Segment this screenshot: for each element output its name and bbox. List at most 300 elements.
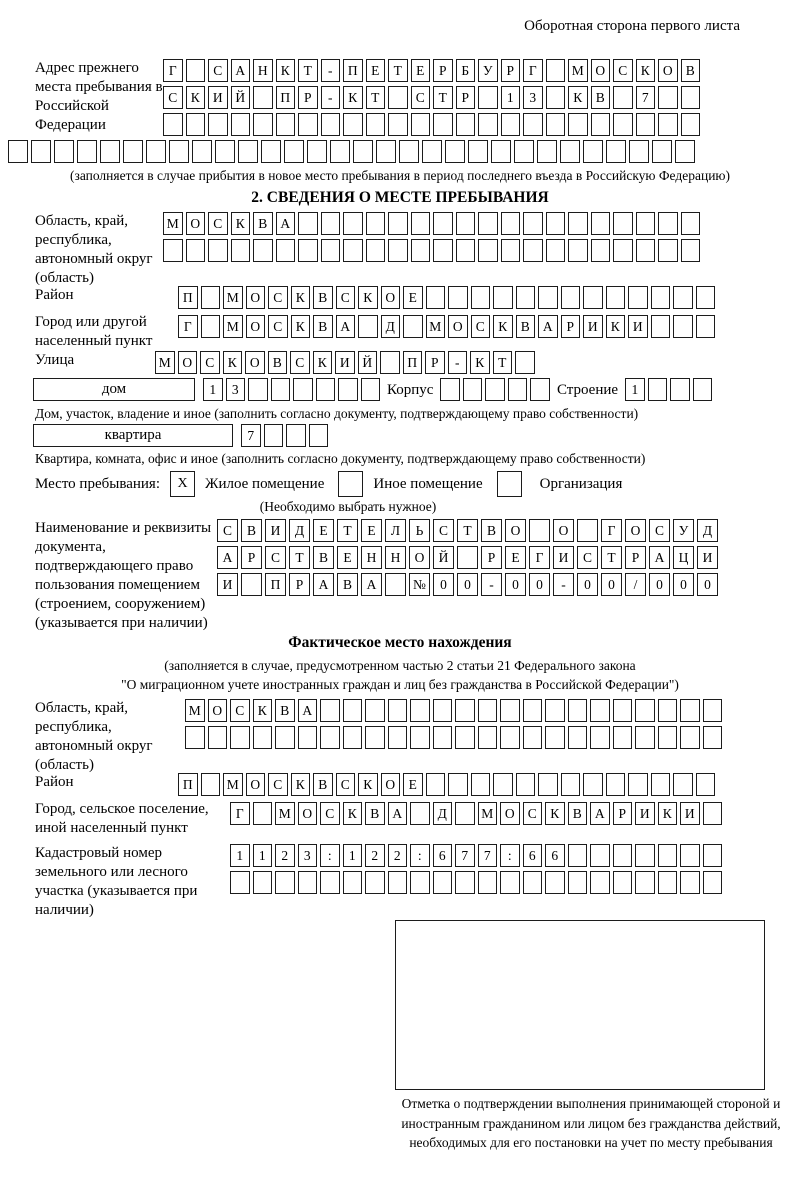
char-cell[interactable]: 1 <box>230 844 250 867</box>
char-cell[interactable] <box>388 726 408 749</box>
char-cell[interactable]: Т <box>457 519 478 542</box>
char-cell[interactable]: А <box>276 212 296 235</box>
char-cell[interactable] <box>455 726 475 749</box>
char-cell[interactable] <box>321 113 341 136</box>
char-cell[interactable] <box>537 140 557 163</box>
char-cell[interactable]: Т <box>388 59 408 82</box>
char-cell[interactable]: М <box>163 212 183 235</box>
char-cell[interactable]: О <box>246 773 266 796</box>
char-cell[interactable] <box>613 239 633 262</box>
char-cell[interactable] <box>264 424 284 447</box>
char-cell[interactable] <box>613 844 633 867</box>
char-cell[interactable] <box>343 871 363 894</box>
char-cell[interactable] <box>658 86 678 109</box>
char-cell[interactable]: К <box>343 802 363 825</box>
char-cell[interactable]: О <box>409 546 430 569</box>
char-cell[interactable] <box>343 113 363 136</box>
char-cell[interactable]: Е <box>337 546 358 569</box>
char-cell[interactable] <box>568 212 588 235</box>
char-cell[interactable]: 1 <box>501 86 521 109</box>
char-cell[interactable]: И <box>628 315 648 338</box>
char-cell[interactable]: Т <box>433 86 453 109</box>
char-cell[interactable] <box>590 871 610 894</box>
char-cell[interactable] <box>478 871 498 894</box>
char-cell[interactable] <box>100 140 120 163</box>
char-cell[interactable]: - <box>553 573 574 596</box>
char-cell[interactable] <box>411 239 431 262</box>
char-cell[interactable]: Т <box>289 546 310 569</box>
char-cell[interactable] <box>241 573 262 596</box>
char-cell[interactable] <box>501 212 521 235</box>
char-cell[interactable] <box>703 871 723 894</box>
char-cell[interactable] <box>696 773 716 796</box>
char-cell[interactable]: С <box>163 86 183 109</box>
char-cell[interactable]: 1 <box>253 844 273 867</box>
char-cell[interactable]: 7 <box>636 86 656 109</box>
char-cell[interactable]: С <box>613 59 633 82</box>
char-cell[interactable] <box>457 546 478 569</box>
char-cell[interactable] <box>358 315 378 338</box>
char-cell[interactable] <box>561 773 581 796</box>
char-cell[interactable]: О <box>381 773 401 796</box>
char-cell[interactable]: Р <box>456 86 476 109</box>
char-cell[interactable]: Р <box>481 546 502 569</box>
char-cell[interactable] <box>658 844 678 867</box>
char-cell[interactable]: Р <box>561 315 581 338</box>
char-cell[interactable]: Б <box>456 59 476 82</box>
char-cell[interactable]: С <box>523 802 543 825</box>
char-cell[interactable]: С <box>217 519 238 542</box>
char-cell[interactable]: Т <box>366 86 386 109</box>
char-cell[interactable]: О <box>505 519 526 542</box>
char-cell[interactable] <box>696 286 716 309</box>
char-cell[interactable] <box>388 86 408 109</box>
char-cell[interactable] <box>445 140 465 163</box>
char-cell[interactable] <box>651 315 671 338</box>
char-cell[interactable]: 2 <box>275 844 295 867</box>
char-cell[interactable] <box>681 86 701 109</box>
char-cell[interactable] <box>201 773 221 796</box>
char-cell[interactable]: С <box>208 212 228 235</box>
char-cell[interactable]: К <box>231 212 251 235</box>
char-cell[interactable]: 3 <box>298 844 318 867</box>
char-cell[interactable] <box>471 286 491 309</box>
char-cell[interactable] <box>590 844 610 867</box>
char-cell[interactable] <box>455 802 475 825</box>
char-cell[interactable]: С <box>200 351 220 374</box>
char-cell[interactable] <box>338 378 358 401</box>
char-cell[interactable] <box>456 113 476 136</box>
char-cell[interactable] <box>629 140 649 163</box>
char-cell[interactable]: Д <box>289 519 310 542</box>
char-cell[interactable] <box>658 871 678 894</box>
char-cell[interactable] <box>493 286 513 309</box>
char-cell[interactable] <box>275 726 295 749</box>
char-cell[interactable] <box>468 140 488 163</box>
char-cell[interactable]: 7 <box>241 424 261 447</box>
char-cell[interactable] <box>448 773 468 796</box>
char-cell[interactable] <box>433 212 453 235</box>
char-cell[interactable]: Г <box>601 519 622 542</box>
char-cell[interactable] <box>471 773 491 796</box>
char-cell[interactable]: П <box>178 286 198 309</box>
char-cell[interactable]: - <box>321 59 341 82</box>
char-cell[interactable] <box>696 315 716 338</box>
char-cell[interactable]: 1 <box>343 844 363 867</box>
char-cell[interactable]: О <box>500 802 520 825</box>
char-cell[interactable]: Й <box>433 546 454 569</box>
char-cell[interactable] <box>388 239 408 262</box>
char-cell[interactable]: С <box>649 519 670 542</box>
char-cell[interactable] <box>298 871 318 894</box>
char-cell[interactable]: Р <box>241 546 262 569</box>
char-cell[interactable] <box>298 212 318 235</box>
char-cell[interactable]: А <box>361 573 382 596</box>
char-cell[interactable] <box>545 871 565 894</box>
char-cell[interactable] <box>523 726 543 749</box>
char-cell[interactable] <box>411 113 431 136</box>
char-cell[interactable] <box>703 699 723 722</box>
char-cell[interactable]: И <box>208 86 228 109</box>
char-cell[interactable] <box>546 113 566 136</box>
char-cell[interactable]: В <box>568 802 588 825</box>
char-cell[interactable]: В <box>268 351 288 374</box>
char-cell[interactable]: № <box>409 573 430 596</box>
char-cell[interactable] <box>77 140 97 163</box>
char-cell[interactable] <box>583 773 603 796</box>
stay-option-checkbox-residential[interactable]: X <box>170 471 195 497</box>
char-cell[interactable] <box>388 212 408 235</box>
char-cell[interactable]: С <box>208 59 228 82</box>
char-cell[interactable] <box>577 519 598 542</box>
char-cell[interactable]: М <box>275 802 295 825</box>
char-cell[interactable] <box>230 726 250 749</box>
stay-option-checkbox-organization[interactable] <box>497 471 522 497</box>
char-cell[interactable] <box>146 140 166 163</box>
char-cell[interactable] <box>680 871 700 894</box>
char-cell[interactable]: П <box>276 86 296 109</box>
char-cell[interactable]: М <box>426 315 446 338</box>
char-cell[interactable]: С <box>290 351 310 374</box>
char-cell[interactable] <box>546 86 566 109</box>
char-cell[interactable] <box>501 113 521 136</box>
char-cell[interactable] <box>365 871 385 894</box>
char-cell[interactable] <box>163 239 183 262</box>
char-cell[interactable] <box>613 726 633 749</box>
char-cell[interactable]: М <box>478 802 498 825</box>
char-cell[interactable] <box>353 140 373 163</box>
char-cell[interactable]: 0 <box>577 573 598 596</box>
char-cell[interactable] <box>448 286 468 309</box>
char-cell[interactable]: О <box>381 286 401 309</box>
char-cell[interactable]: Р <box>433 59 453 82</box>
char-cell[interactable]: М <box>223 315 243 338</box>
char-cell[interactable]: Г <box>178 315 198 338</box>
char-cell[interactable]: С <box>336 286 356 309</box>
char-cell[interactable] <box>673 286 693 309</box>
char-cell[interactable]: Е <box>411 59 431 82</box>
char-cell[interactable]: К <box>636 59 656 82</box>
char-cell[interactable] <box>320 871 340 894</box>
char-cell[interactable]: Е <box>313 519 334 542</box>
char-cell[interactable]: А <box>298 699 318 722</box>
char-cell[interactable] <box>253 802 273 825</box>
char-cell[interactable]: Р <box>425 351 445 374</box>
char-cell[interactable] <box>703 844 723 867</box>
char-cell[interactable] <box>590 726 610 749</box>
char-cell[interactable] <box>613 699 633 722</box>
char-cell[interactable]: 3 <box>226 378 246 401</box>
char-cell[interactable] <box>440 378 460 401</box>
char-cell[interactable] <box>648 378 668 401</box>
char-cell[interactable]: А <box>538 315 558 338</box>
char-cell[interactable] <box>463 378 483 401</box>
char-cell[interactable]: К <box>343 86 363 109</box>
char-cell[interactable]: Н <box>385 546 406 569</box>
char-cell[interactable] <box>330 140 350 163</box>
char-cell[interactable] <box>8 140 28 163</box>
char-cell[interactable]: О <box>246 286 266 309</box>
char-cell[interactable] <box>590 699 610 722</box>
char-cell[interactable] <box>388 699 408 722</box>
char-cell[interactable] <box>388 871 408 894</box>
char-cell[interactable] <box>307 140 327 163</box>
char-cell[interactable] <box>613 212 633 235</box>
char-cell[interactable] <box>568 113 588 136</box>
char-cell[interactable] <box>546 239 566 262</box>
char-cell[interactable]: К <box>493 315 513 338</box>
char-cell[interactable] <box>253 113 273 136</box>
char-cell[interactable] <box>658 239 678 262</box>
char-cell[interactable] <box>208 726 228 749</box>
char-cell[interactable]: 1 <box>203 378 223 401</box>
char-cell[interactable]: Г <box>523 59 543 82</box>
char-cell[interactable]: Л <box>385 519 406 542</box>
char-cell[interactable]: В <box>516 315 536 338</box>
char-cell[interactable] <box>286 424 306 447</box>
char-cell[interactable] <box>478 726 498 749</box>
char-cell[interactable] <box>545 699 565 722</box>
char-cell[interactable] <box>366 212 386 235</box>
char-cell[interactable] <box>514 140 534 163</box>
char-cell[interactable] <box>320 699 340 722</box>
char-cell[interactable]: А <box>217 546 238 569</box>
char-cell[interactable]: М <box>223 773 243 796</box>
char-cell[interactable] <box>546 212 566 235</box>
char-cell[interactable] <box>298 239 318 262</box>
char-cell[interactable]: Т <box>337 519 358 542</box>
char-cell[interactable]: 0 <box>697 573 718 596</box>
char-cell[interactable] <box>606 773 626 796</box>
char-cell[interactable] <box>365 726 385 749</box>
char-cell[interactable]: О <box>178 351 198 374</box>
char-cell[interactable] <box>478 239 498 262</box>
char-cell[interactable] <box>478 699 498 722</box>
char-cell[interactable] <box>365 699 385 722</box>
char-cell[interactable]: И <box>553 546 574 569</box>
char-cell[interactable] <box>545 726 565 749</box>
char-cell[interactable]: А <box>388 802 408 825</box>
char-cell[interactable]: Р <box>501 59 521 82</box>
char-cell[interactable] <box>583 286 603 309</box>
char-cell[interactable] <box>591 212 611 235</box>
char-cell[interactable] <box>673 773 693 796</box>
char-cell[interactable] <box>186 59 206 82</box>
char-cell[interactable]: В <box>365 802 385 825</box>
char-cell[interactable] <box>636 113 656 136</box>
char-cell[interactable] <box>455 699 475 722</box>
char-cell[interactable] <box>276 113 296 136</box>
char-cell[interactable] <box>433 871 453 894</box>
char-cell[interactable] <box>681 113 701 136</box>
char-cell[interactable] <box>530 378 550 401</box>
char-cell[interactable]: В <box>681 59 701 82</box>
char-cell[interactable]: 0 <box>433 573 454 596</box>
char-cell[interactable]: М <box>185 699 205 722</box>
char-cell[interactable]: В <box>481 519 502 542</box>
char-cell[interactable]: В <box>337 573 358 596</box>
char-cell[interactable]: Т <box>298 59 318 82</box>
char-cell[interactable] <box>410 699 430 722</box>
char-cell[interactable] <box>680 699 700 722</box>
char-cell[interactable] <box>253 239 273 262</box>
char-cell[interactable] <box>185 726 205 749</box>
char-cell[interactable] <box>343 212 363 235</box>
char-cell[interactable]: Г <box>529 546 550 569</box>
char-cell[interactable] <box>456 212 476 235</box>
char-cell[interactable]: К <box>470 351 490 374</box>
char-cell[interactable]: С <box>268 286 288 309</box>
char-cell[interactable] <box>321 239 341 262</box>
char-cell[interactable] <box>658 212 678 235</box>
char-cell[interactable]: А <box>590 802 610 825</box>
char-cell[interactable] <box>673 315 693 338</box>
char-cell[interactable]: К <box>658 802 678 825</box>
char-cell[interactable] <box>316 378 336 401</box>
char-cell[interactable]: И <box>583 315 603 338</box>
char-cell[interactable] <box>651 286 671 309</box>
char-cell[interactable]: О <box>591 59 611 82</box>
char-cell[interactable] <box>500 699 520 722</box>
char-cell[interactable]: - <box>481 573 502 596</box>
char-cell[interactable]: 0 <box>457 573 478 596</box>
char-cell[interactable] <box>693 378 713 401</box>
char-cell[interactable]: - <box>448 351 468 374</box>
char-cell[interactable] <box>478 86 498 109</box>
char-cell[interactable] <box>635 699 655 722</box>
char-cell[interactable]: 2 <box>388 844 408 867</box>
char-cell[interactable] <box>201 315 221 338</box>
char-cell[interactable]: И <box>680 802 700 825</box>
char-cell[interactable] <box>309 424 329 447</box>
char-cell[interactable] <box>516 286 536 309</box>
char-cell[interactable] <box>271 378 291 401</box>
char-cell[interactable] <box>186 239 206 262</box>
char-cell[interactable] <box>516 773 536 796</box>
char-cell[interactable] <box>411 212 431 235</box>
char-cell[interactable]: В <box>313 315 333 338</box>
char-cell[interactable] <box>433 239 453 262</box>
char-cell[interactable] <box>523 113 543 136</box>
char-cell[interactable] <box>703 726 723 749</box>
char-cell[interactable]: К <box>291 315 311 338</box>
char-cell[interactable] <box>215 140 235 163</box>
char-cell[interactable]: О <box>298 802 318 825</box>
char-cell[interactable]: 1 <box>625 378 645 401</box>
char-cell[interactable] <box>248 378 268 401</box>
char-cell[interactable] <box>658 699 678 722</box>
char-cell[interactable] <box>186 113 206 136</box>
char-cell[interactable]: Ь <box>409 519 430 542</box>
char-cell[interactable] <box>523 871 543 894</box>
char-cell[interactable] <box>636 212 656 235</box>
char-cell[interactable]: К <box>545 802 565 825</box>
char-cell[interactable] <box>546 59 566 82</box>
char-cell[interactable]: 0 <box>649 573 670 596</box>
char-cell[interactable]: С <box>268 773 288 796</box>
char-cell[interactable]: О <box>246 315 266 338</box>
char-cell[interactable] <box>500 726 520 749</box>
char-cell[interactable]: В <box>275 699 295 722</box>
char-cell[interactable] <box>523 212 543 235</box>
char-cell[interactable] <box>658 113 678 136</box>
char-cell[interactable]: П <box>403 351 423 374</box>
char-cell[interactable] <box>515 351 535 374</box>
char-cell[interactable]: 6 <box>545 844 565 867</box>
char-cell[interactable]: М <box>223 286 243 309</box>
char-cell[interactable]: Й <box>231 86 251 109</box>
char-cell[interactable] <box>538 286 558 309</box>
char-cell[interactable] <box>680 726 700 749</box>
char-cell[interactable]: С <box>320 802 340 825</box>
char-cell[interactable]: К <box>253 699 273 722</box>
char-cell[interactable] <box>628 286 648 309</box>
char-cell[interactable] <box>455 871 475 894</box>
char-cell[interactable]: О <box>625 519 646 542</box>
char-cell[interactable]: П <box>178 773 198 796</box>
char-cell[interactable] <box>399 140 419 163</box>
char-cell[interactable]: : <box>500 844 520 867</box>
char-cell[interactable] <box>275 871 295 894</box>
char-cell[interactable] <box>433 726 453 749</box>
char-cell[interactable] <box>54 140 74 163</box>
char-cell[interactable] <box>523 239 543 262</box>
stay-option-checkbox-other[interactable] <box>338 471 363 497</box>
char-cell[interactable] <box>284 140 304 163</box>
char-cell[interactable]: Н <box>361 546 382 569</box>
char-cell[interactable]: С <box>265 546 286 569</box>
char-cell[interactable]: Д <box>381 315 401 338</box>
char-cell[interactable]: Е <box>366 59 386 82</box>
char-cell[interactable] <box>231 113 251 136</box>
char-cell[interactable] <box>652 140 672 163</box>
char-cell[interactable]: Г <box>230 802 250 825</box>
char-cell[interactable]: Е <box>505 546 526 569</box>
char-cell[interactable] <box>426 773 446 796</box>
char-cell[interactable] <box>651 773 671 796</box>
char-cell[interactable] <box>523 699 543 722</box>
char-cell[interactable]: А <box>313 573 334 596</box>
char-cell[interactable] <box>253 86 273 109</box>
char-cell[interactable] <box>403 315 423 338</box>
char-cell[interactable] <box>485 378 505 401</box>
char-cell[interactable]: С <box>230 699 250 722</box>
char-cell[interactable]: П <box>343 59 363 82</box>
char-cell[interactable]: 0 <box>673 573 694 596</box>
char-cell[interactable]: Ц <box>673 546 694 569</box>
char-cell[interactable]: В <box>313 286 333 309</box>
char-cell[interactable]: 0 <box>529 573 550 596</box>
